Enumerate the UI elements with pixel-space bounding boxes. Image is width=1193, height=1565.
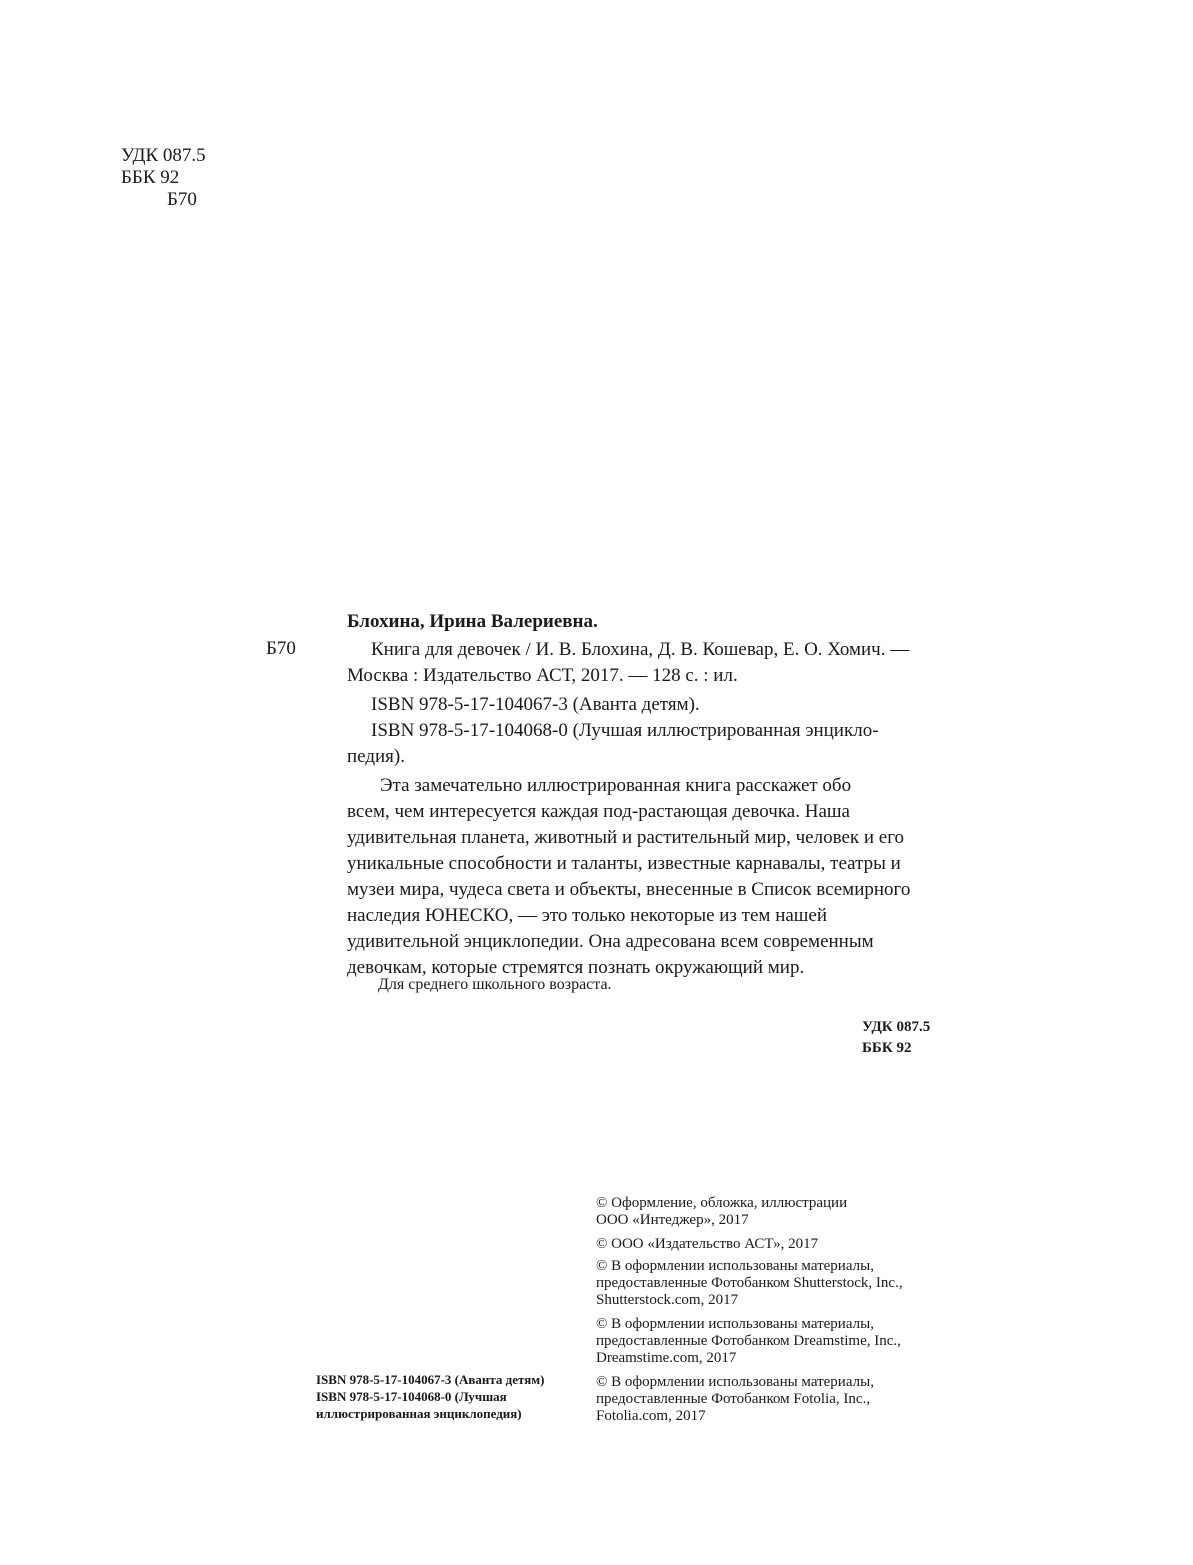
annotation-line: удивительная планета, животный и растительный мир, человек и его xyxy=(347,827,905,848)
right-bbk-code: ББК 92 xyxy=(862,1040,912,1056)
copyright-line: ООО «Интеджер», 2017 xyxy=(596,1212,749,1228)
copyright-line: Dreamstime.com, 2017 xyxy=(596,1350,737,1366)
copyright-line: © Оформление, обложка, иллюстрации xyxy=(596,1195,848,1211)
right-udk-code: УДК 087.5 xyxy=(862,1019,931,1035)
annotation-line: всем, чем интересуется каждая под-растающая девочка. Наша xyxy=(347,801,850,822)
annotation-line: уникальные способности и таланты, известные карнавалы, театры и xyxy=(347,853,901,874)
copyright-line: предоставленные Фотобанком Fotolia, Inc., xyxy=(596,1391,871,1407)
bottom-isbn-line: ISBN 978-5-17-104067-3 (Аванта детям) xyxy=(316,1372,545,1387)
annotation-line: наследия ЮНЕСКО, — это только некоторые из тем нашей xyxy=(347,905,828,926)
annotation-line: девочкам, которые стремятся познать окружающий мир. xyxy=(347,957,805,978)
copyright-line: © В оформлении использованы материалы, xyxy=(596,1316,874,1332)
copyright-line: предоставленные Фотобанком Shutterstock, Inc., xyxy=(596,1275,903,1291)
author-code: Б70 xyxy=(266,638,296,659)
copyright-line: Fotolia.com, 2017 xyxy=(596,1408,706,1424)
isbn-line-2-continuation: педия). xyxy=(347,746,406,767)
isbn-line-2: ISBN 978-5-17-104068-0 (Лучшая иллюстрированная энцикло- xyxy=(371,720,879,741)
copyright-line: © В оформлении использованы материалы, xyxy=(596,1258,874,1274)
top-author-code: Б70 xyxy=(167,189,197,210)
copyright-line: Shutterstock.com, 2017 xyxy=(596,1292,739,1308)
bottom-isbn-line: иллюстрированная энциклопедия) xyxy=(316,1406,522,1421)
bibliographic-title-line: Книга для девочек / И. В. Блохина, Д. В. Кошевар, Е. О. Хомич. — xyxy=(371,639,910,660)
age-note: Для среднего школьного возраста. xyxy=(378,976,612,993)
copyright-line: предоставленные Фотобанком Dreamstime, Inc., xyxy=(596,1333,901,1349)
bottom-isbn-line: ISBN 978-5-17-104068-0 (Лучшая xyxy=(316,1389,507,1404)
annotation-line: музеи мира, чудеса света и объекты, внесенные в Список всемирного xyxy=(347,879,911,900)
top-udk-code: УДК 087.5 xyxy=(121,145,206,166)
bibliographic-imprint-line: Москва : Издательство АСТ, 2017. — 128 с. : ил. xyxy=(347,665,738,686)
author-heading: Блохина, Ирина Валериевна. xyxy=(347,611,598,632)
copyright-line: © В оформлении использованы материалы, xyxy=(596,1374,874,1390)
top-bbk-code: ББК 92 xyxy=(121,167,180,188)
annotation-line: удивительной энциклопедии. Она адресована всем современным xyxy=(347,931,874,952)
annotation-line: Эта замечательно иллюстрированная книга расскажет обо xyxy=(380,775,852,796)
isbn-line-1: ISBN 978-5-17-104067-3 (Аванта детям). xyxy=(371,694,700,715)
copyright-line: © ООО «Издательство АСТ», 2017 xyxy=(596,1236,819,1252)
